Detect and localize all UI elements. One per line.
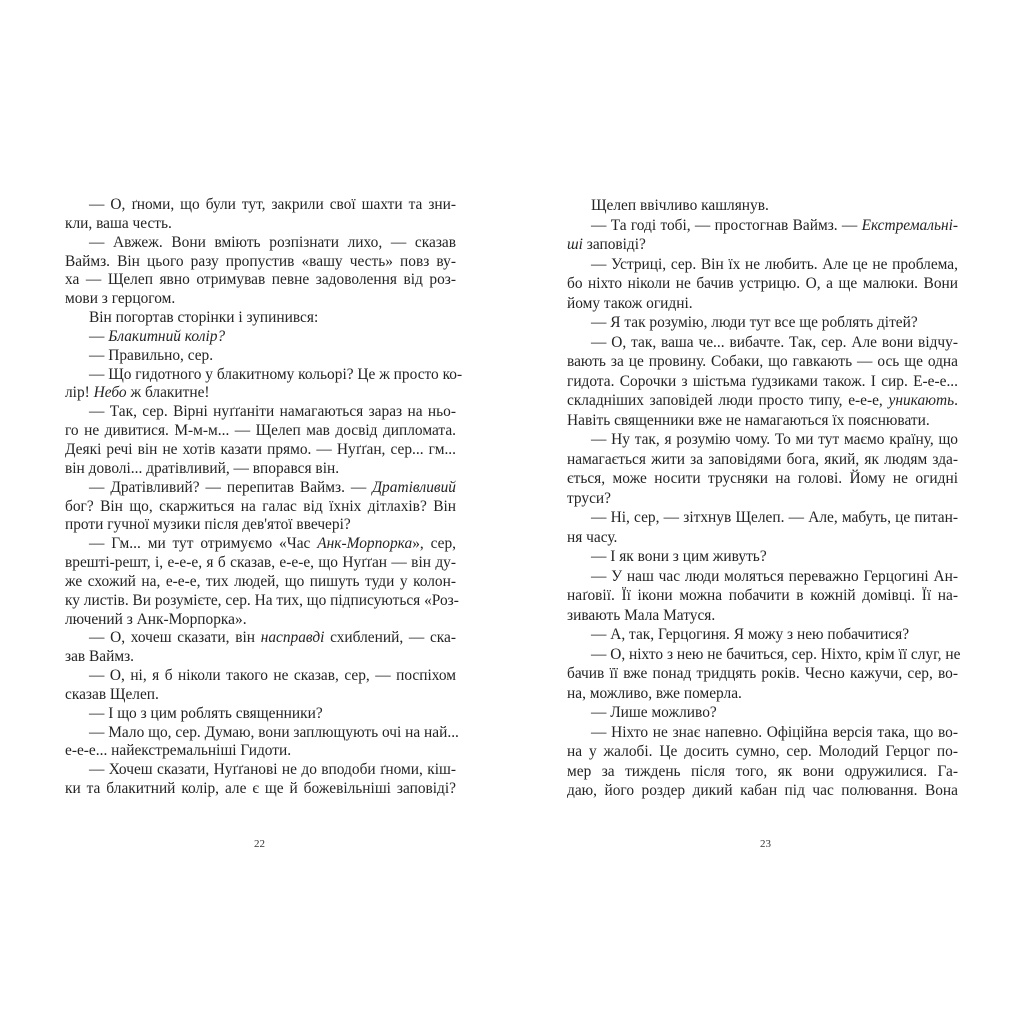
text-segment: — Лише можливо? — [591, 704, 717, 721]
text-segment: бо ніхто ніколи не бачив устрицю. О, а ще малюки. Вони — [567, 275, 958, 292]
text-line — [567, 333, 958, 353]
text-line — [567, 703, 958, 723]
text-line — [65, 365, 463, 385]
right-page-text — [567, 196, 961, 801]
text-line — [567, 489, 958, 509]
text-line — [65, 498, 456, 517]
text-segment: вають за це провину. Собаки, що гавкають — ось ще одна — [567, 353, 958, 370]
text-line — [65, 535, 456, 554]
text-line — [65, 196, 456, 215]
text-line — [65, 328, 456, 347]
text-line — [65, 591, 459, 611]
text-segment: Деякі речі він не хотів казати прямо. — Нуґґан, сер... гм... — [65, 440, 456, 458]
text-segment: — Так, сер. Вірні нуґґаніти намагаються зараз на ньо- — [89, 403, 456, 421]
italic-text: насправді — [260, 629, 325, 647]
text-segment: йому також огидні. — [567, 294, 693, 312]
text-line — [567, 762, 958, 782]
text-segment: врешті-решт, і, е-е-е, я б сказав, е-е-е, що Нуґґан — він ду- — [65, 554, 456, 572]
text-line — [567, 313, 958, 333]
text-line — [65, 573, 456, 592]
italic-text: уникають — [888, 392, 955, 409]
text-line — [65, 780, 456, 799]
text-segment: е-е-е... найекстремальніші Гидоти. — [65, 742, 292, 760]
text-line — [567, 216, 958, 236]
text-segment: на у жалобі. Це досить сумно, сер. Молодий Герцог по- — [567, 743, 958, 760]
italic-text: Екстремальні- — [861, 216, 958, 234]
text-line — [567, 586, 958, 606]
text-segment: », сер, — [412, 535, 456, 553]
text-segment: — А, так, Герцогиня. Я можу з нею побачитися? — [591, 626, 910, 643]
text-line — [65, 253, 456, 272]
text-line — [65, 441, 456, 460]
text-line — [567, 508, 958, 528]
text-line — [65, 309, 456, 328]
text-line — [567, 469, 958, 489]
text-line — [567, 684, 958, 704]
text-segment: кли, ваша честь. — [65, 214, 172, 232]
text-segment: гидота. Сорочки з шістьма ґудзиками також. І сир. Е-е-е... — [567, 372, 958, 390]
text-segment: — Мало що, сер. Думаю, вони заплющують очі на най... — [89, 723, 459, 741]
text-line — [567, 606, 958, 626]
text-segment: — Що гидотного у блакитному кольорі? Це ж просто ко- — [89, 365, 463, 383]
italic-text: ші — [567, 236, 583, 253]
text-line — [567, 450, 958, 470]
text-line — [567, 547, 958, 567]
text-segment: — О, ґноми, що були тут, закрили свої шахти та зни- — [89, 196, 456, 213]
text-line — [65, 516, 456, 535]
text-line — [65, 271, 456, 290]
text-line — [65, 347, 456, 366]
text-segment: же схожий на, е-е-е, тих людей, що пишуть туди у колон- — [65, 572, 456, 590]
text-segment: Ваймз. Він цього разу пропустив «вашу честь» повз ву- — [65, 252, 456, 270]
text-segment: — Устриці, сер. Він їх не любить. Але це не проблема, — [591, 255, 958, 273]
text-line — [567, 235, 958, 255]
text-segment: на, можливо, вже померла. — [567, 684, 742, 702]
text-segment: — Гм... ми тут отримуємо «Час — [89, 535, 318, 553]
text-segment: лір! — [65, 384, 94, 402]
text-line — [567, 196, 958, 216]
text-line — [567, 411, 958, 431]
text-line — [65, 742, 456, 761]
text-segment: — Та годі тобі, — простогнав Ваймз. — — [591, 216, 862, 234]
text-line — [65, 234, 456, 253]
text-segment: — — [89, 327, 109, 345]
text-line — [65, 611, 456, 630]
text-segment: ж блакитне! — [126, 384, 210, 402]
text-segment: схиблений, — ска- — [324, 629, 456, 647]
text-segment: складніших заповідей люди просто типу, е-е-е, — [567, 392, 889, 409]
text-segment: — Я так розумію, люди тут все ще роблять дітей? — [591, 314, 918, 331]
text-segment: він доволі... дратівливий, — впорався він. — [65, 459, 340, 477]
text-segment: — Правильно, сер. — [89, 346, 214, 364]
text-segment: — О, ні, я б ніколи такого не сказав, сер, — поспіхом — [89, 667, 456, 685]
text-segment: зав Ваймз. — [65, 648, 135, 666]
text-segment: — І як вони з цим живуть? — [591, 548, 767, 565]
text-segment: ха — Щелеп явно отримував певне задоволення від роз- — [65, 271, 456, 289]
text-line — [65, 290, 456, 309]
text-segment: проти гучної музики після дев'ятої ввечері? — [65, 516, 351, 534]
text-segment: сказав Щелеп. — [65, 685, 159, 703]
text-line — [567, 723, 958, 743]
text-segment: Навіть священники вже не намагаються їх пояснювати. — [567, 411, 930, 429]
text-line — [65, 648, 456, 667]
text-line — [567, 430, 958, 450]
page-number-left: 22 — [254, 838, 265, 850]
italic-text: Дратівливий — [372, 478, 456, 496]
text-line — [567, 352, 958, 372]
text-segment: мер за тиждень після того, як вони одружилися. Га- — [567, 762, 958, 780]
text-segment: зивають Мала Матуся. — [567, 606, 716, 624]
text-segment: — О, так, ваша че... вибачте. Так, сер. Але вони відчу- — [591, 333, 958, 351]
text-segment: ня часу. — [567, 528, 618, 546]
italic-text: Блакитний колір? — [108, 327, 226, 345]
text-segment: — Ніхто не знає напевно. Офіційна версія така, що во- — [591, 723, 958, 741]
italic-text: Небо — [93, 384, 127, 402]
text-line — [65, 667, 456, 686]
text-line — [65, 686, 456, 705]
text-line — [65, 761, 456, 780]
text-segment: намагається жити за заповідями бога, який, як людям зда- — [567, 450, 958, 468]
text-line — [65, 479, 456, 498]
text-segment: — О, ніхто з нею не бачиться, сер. Ніхто, крім її слуг, не — [591, 645, 961, 663]
text-line — [65, 554, 456, 573]
text-segment: труси? — [567, 489, 612, 507]
text-segment: бог? Він що, скаржиться на галас від їхніх дітлахів? Він — [65, 497, 456, 515]
text-segment: — Ні, сер, — зітхнув Щелеп. — Але, мабуть, це питан- — [591, 509, 958, 526]
text-line — [567, 781, 958, 801]
text-segment: — Хочеш сказати, Нуґґанові не до вподоби ґноми, кіш- — [89, 761, 456, 779]
text-segment: лючений з Анк-Морпорка». — [65, 610, 247, 628]
text-segment: — У наш час люди моляться переважно Герцогині Ан- — [591, 567, 958, 585]
text-line — [567, 664, 958, 684]
text-line — [65, 723, 459, 743]
text-line — [65, 460, 456, 479]
text-segment: го не дивитися. М-м-м... — Щелеп мав досвід дипломата. — [65, 422, 456, 440]
text-line — [65, 403, 456, 422]
text-line — [567, 372, 958, 392]
text-line — [65, 629, 456, 648]
page-number-right: 23 — [760, 838, 771, 850]
text-segment: заповіді? — [582, 236, 646, 253]
text-segment: ється, може носити трусняки на голові. Йому не огидні — [567, 470, 958, 487]
text-line — [65, 422, 456, 441]
text-line — [567, 391, 958, 411]
text-segment: — І що з цим роблять священники? — [89, 704, 323, 722]
text-line — [65, 705, 456, 724]
text-segment: — Ну так, я розумію чому. То ми тут маємо країну, що — [591, 431, 958, 448]
text-segment: — О, хочеш сказати, він — [89, 629, 261, 647]
text-line — [65, 384, 456, 403]
text-line — [567, 645, 961, 665]
text-line — [567, 567, 958, 587]
italic-text: Анк-Морпорка — [317, 535, 413, 553]
text-line — [567, 294, 958, 314]
text-segment: наґовії. Її ікони можна побачити в кожній домівці. Її на- — [567, 587, 958, 604]
left-page-text — [65, 196, 463, 799]
text-line — [567, 625, 958, 645]
text-segment: . — [954, 392, 958, 409]
text-segment: бачив її вже понад тридцять років. Чесно кажучи, сер, во- — [567, 665, 958, 682]
text-segment: Він погортав сторінки і зупинився: — [89, 309, 319, 327]
text-line — [567, 255, 958, 275]
text-line — [567, 742, 958, 762]
text-segment: ки та блакитний колір, але є ще й божевільніші заповіді? — [65, 780, 456, 798]
text-line — [65, 215, 456, 234]
text-segment: — Авжеж. Вони вміють розпізнати лихо, — сказав — [89, 233, 456, 251]
text-segment: ку листів. Ви розумієте, сер. На тих, що підписуються «Роз- — [65, 591, 459, 609]
text-segment: Щелеп ввічливо кашлянув. — [591, 197, 769, 214]
text-segment: даю, його роздер дикий кабан під час полювання. Вона — [567, 782, 958, 799]
text-segment: — Дратівливий? — перепитав Ваймз. — — [89, 478, 373, 496]
text-line — [567, 274, 958, 294]
text-line — [567, 528, 958, 548]
text-segment: мови з герцогом. — [65, 290, 176, 308]
